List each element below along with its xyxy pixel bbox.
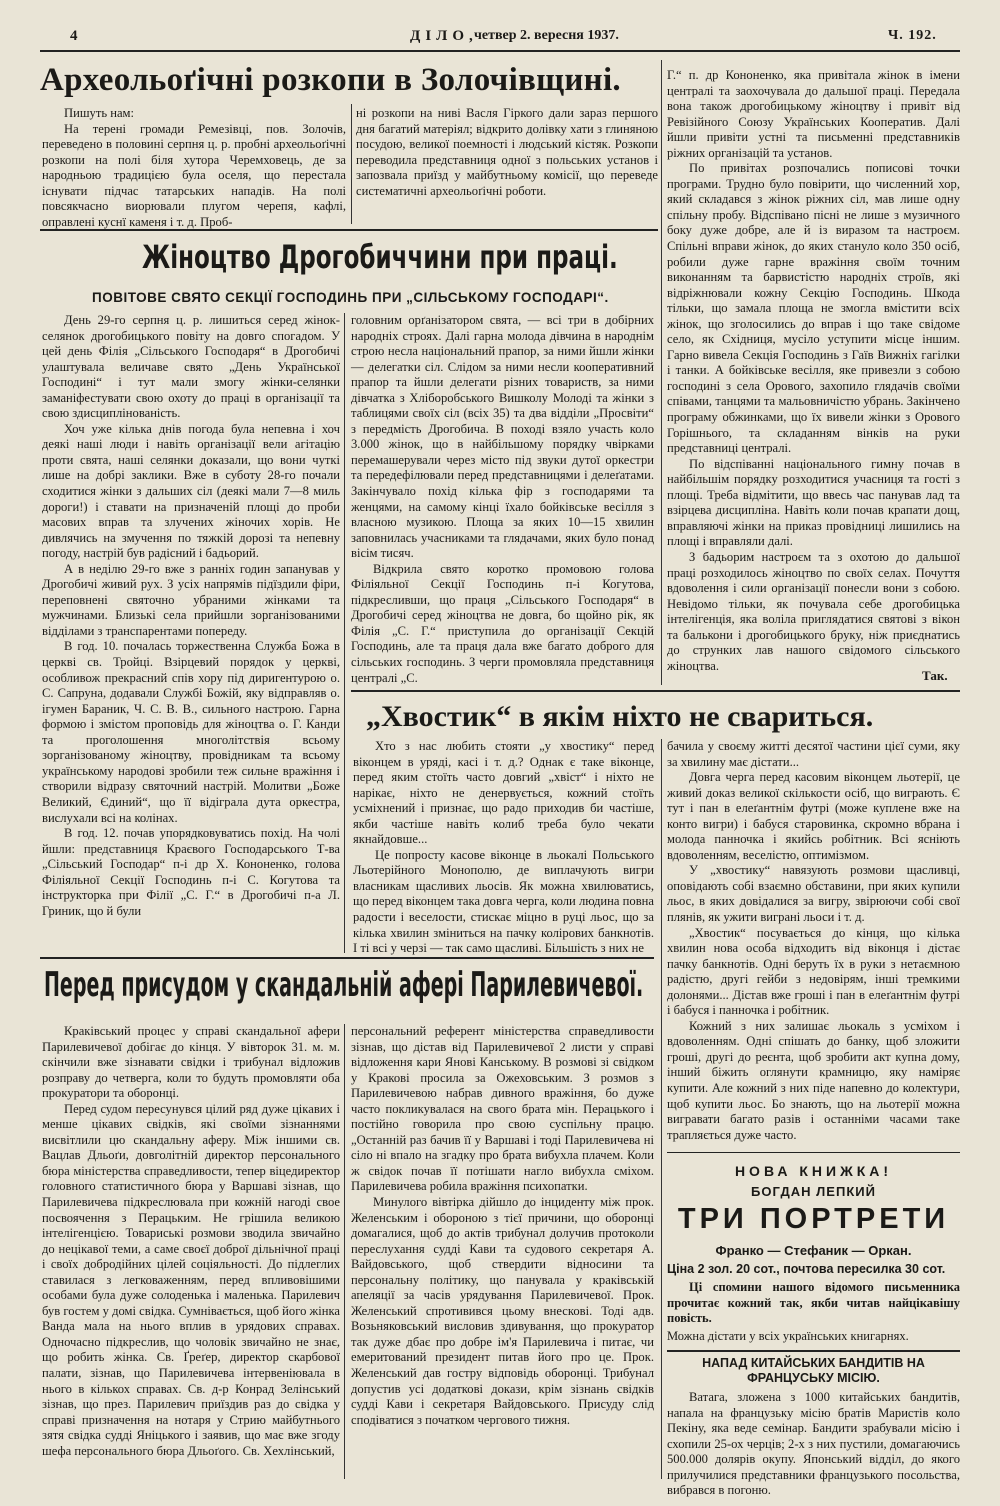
article2-bottom-rule xyxy=(351,690,960,692)
article1-text-2: ні розкопи на ниві Васля Гіркого дали зараз першого дня багатий матеріял; відкрито долівку хати з глиняною посудою, великої поемності і людський кістяк. Розкопи переводила представниця одної з польських установ і запозвала приїзд у майбутньому комісії, що переведе систематичні археольоґічні роботи. xyxy=(356,106,658,198)
article4-p4: Минулого вівтірка дійшло до інциденту між прок. Желенським і обороною з тієї причини, що оборонці домагалися, щоб до актів трибунал долучив протоколи переслухання судді Кави та судового секретаря А. Вайдовського, щоб ствердити відносини та персональну політику, що панувала у краківській апеляції за часів урядування Парилевичевої. Прок. Желенський спротивився цьому внескові. Тоді адв. Возьняковський висловив здивування, що прокуратор так дуже дбає про добре ім'я Парилевича і питає, чи емеритований президент питав його про це. Прок. Желенський дав гостру відповідь оборонці. Трибунал допустив усі додаткові докази, крім зізнань свідків судді Кави і секретаря Вайдовського. Присуду слід сподіватися з початком чергового тижня. xyxy=(351,1195,654,1427)
article2-col1 xyxy=(42,313,340,953)
article2-p5: В год. 12. почав упорядковуватись похід. На чолі йшли: представниця Краєвого Господарського Т-ва „Сільський Господар“ п-і др Х. Кононенко, голова Філіяльної Секції Господинь п-і С. Когутова та інструкторка при Філії „С. Г.“ в Дрогобичі п-а Л. Гриник, що й були xyxy=(42,826,340,918)
article2-p7: Відкрила свято коротко промовою голова Філіяльної Секції Господинь п-і Когутова, підкресливши, що праця „Сільського Господаря“ в Дрогобичі серед жіноцтва не довга, бо щойно рік, як Філія „С. Г.“ приступила до організації Секцій Господинь, але та праця дала вже багато доброго для сільських господинь. З черги промовляла представниця централі „С. xyxy=(351,561,654,685)
article2-signature: Так. xyxy=(918,668,948,684)
article1-intro: Пишуть нам: xyxy=(64,106,135,120)
ad-price: Ціна 2 зол. 20 сот., почтова пересилка 30 сот. xyxy=(667,1262,946,1276)
article3-p7: Кожний з них залишає льокаль з усміхом і вдоволенням. Одні спішать до банку, щоб зложити гроші, другі до реєнта, щоб зробити акт купна дому, інший біжить оглянути крамницю, яку наміряє купити. Але кожний з них піде напевно до колектури, щоб купити льос. Бо знають, що на льотерії можна вигравати багато разів і останніми часами таке трапляється дуже часто. xyxy=(667,1018,960,1142)
article3-p3: бачила у своєму житті десятої частини цієї суми, яку за хвилину має дістати... xyxy=(667,739,960,769)
article3-divider xyxy=(661,739,662,1479)
page-number: 4 xyxy=(70,28,79,44)
issue-number: Ч. 192. xyxy=(888,28,937,43)
article4-p3: персональний референт міністерства справедливости зізнав, що дістав від Парилевичевої 2 листи у справі відложення кари Янові Канському. В розмові зі свідком у Кракові просила за Ожеховським. З розмов з Парилевичевою набрав дивного вражіння, бо дуже часто покликувалася на свого брата мін. Перацького і постійно говорила про свою суспільну працю. „Останній раз бачив її у Варшаві і тоді Парилевичева ні сіло ні впало на згадку про брата вибухла плачем. Коли ж свідок почав її потішати нагло вибухла сміхом. Парилевичева робила вражіння психопатки. xyxy=(351,1024,654,1194)
article5-body-wrap xyxy=(667,1390,960,1498)
article2-title: Жіноцтво Дрогобиччини при праці. xyxy=(142,238,618,276)
article3-p2: Це попросту касове віконце в льокалі Польського Льотерійного Монополю, де виплачують вигри власникам щасливих льосів. Як можна хвилюватись, що перед віконцем така довга черга, коли людина повна радости і веселости, стискає міцно в руці льос, що за кілька хвилин зміниться на пачку колірових банкнотів. І ті всі у черзі — так само щасливі. Більшість з них не xyxy=(353,847,654,956)
article4-col1 xyxy=(42,1024,340,1479)
article1-col2 xyxy=(356,106,658,224)
issue-date: четвер 2. вересня 1937. xyxy=(474,28,619,43)
article3-p6: „Хвостик“ посувається до кінця, що кілька хвилин нова особа відходить від віконця і дістає пачку банкнотів. Одні беруть їх в руки з нетаємною радістю, другі гейби з недовірям, інші тремкими долонями... Дістав вже гроші і пан в елеґантнім футрі і бабуся і панночка і робітник. xyxy=(667,925,960,1018)
article2-divider-2 xyxy=(661,60,662,685)
article2-col3 xyxy=(667,68,960,682)
article2-p4: В год. 10. почалась торжественна Служба Божа в церкві св. Тройці. Взірцевий порядок у церкві, особливож прекрасний спів хору під диригентурою о. С. Сапруна, додавали Службі Божій, яку відправляв о. ігумен Бараник, Ч. С. В. В., сильного настрою. Гарна формою і змістом проповідь для жіноцтва о. Г. Канди та проголошення многолітствія всьому зорганізованому жіноцтву, провідникам та всьому українському народові зробили теж сильне вражіння і створили відразу святочний настрій. Молитви „Боже Великий, Єдиний“, що її відіграла дута оркестра, вислухали всі на колінах. xyxy=(42,639,340,825)
article2-p11: З бадьорим настроєм та з охотою до дальшої праці розходилось жіноцтво по своїх селах. Почуття вдоволення і сили організації понесли вони з собою. Невідомо тільки, як почувала себе дрогобицька інтелігенція, яка воліла приглядатися святові з вікон та балькони і дрогобицького бруку, ніж приєднатись до струнких лав нашого свідомого сільського жіноцтва. xyxy=(667,549,960,673)
article3-p1: Хто з нас любить стояти „у хвостику“ перед віконцем в уряді, касі і т. д.? Однак є таке віконце, перед яким стоїть часто довгий „хвіст“ і ніхто не нарікає, ніхто не денервується, кожний стоїть усміхнений і признає, що радо приходив би частіше, якби частіше навіть колиб треба було чекати якнайдовше... xyxy=(353,739,654,847)
ad-top-rule xyxy=(667,1152,960,1153)
article1-divider xyxy=(351,104,352,224)
article3-col1 xyxy=(353,739,654,956)
masthead: ДІЛО, xyxy=(410,28,478,44)
ad-author: БОГДАН ЛЕПКИЙ xyxy=(751,1184,876,1199)
article2-p2: Хоч уже кілька днів погода була непевна і хоч деякі наші люди і навіть організації вели агітацію проти свята, наші селянки доказали, що вони чуткі лише на добрі заклики. Вже в суботу 28-го почали сходитися жінки з дальших сіл (деякі мали 7—8 миль дороги!) і ставати на призначеній площі до проби масових вправ та злучених жіночих хорів. Не дивлячись на змучення по тяжкій дорозі та непевну погоду, настрій був радісний і бадьорий. xyxy=(42,421,340,561)
article3-title: „Хвостик“ в якім ніхто не свариться. xyxy=(366,700,874,733)
article2-subtitle: ПОВІТОВЕ СВЯТО СЕКЦІЇ ГОСПОДИНЬ ПРИ „СІЛЬСЬКОМУ ГОСПОДАРІ“. xyxy=(92,290,609,305)
article1-text-1: На терені громади Ремезівці, пов. Золочів, переведено в половині серпня ц. р. пробні археольоґічні розкопи на полі біля хутора Черемховець, де за народньою традицією була оселя, що перестала існувати підчас татарських нападів. На полі повсякчасно виорювали плугом черепя, кафлі, оправлені куснї каменя і т. д. Проб- xyxy=(42,121,346,229)
article3-bottom-rule xyxy=(40,957,654,959)
article3-p5: У „хвостику“ навязують розмови щасливці, оповідають собі взаємно обставини, при яких купили льос, в яких довідалися за вигру, звірюючи собі свої плянів, як ужити виграні льоси і т. д. xyxy=(667,863,960,925)
article2-p1: День 29-го серпня ц. р. лишиться серед жінок-селянок дрогобицького повіту на довго спогадом. У цей день Філія „Сільського Господаря“ в Дрогобичі улаштувала величаве свято „День Української Господині“ і тут мали змогу жінки-селянки заманіфестувати свою охоту до праці в організації та свою здисциплінованість. xyxy=(42,313,340,421)
ad-bottom-rule xyxy=(667,1350,960,1352)
article4-title: Перед присудом у скандальній афері Парилевичевої. xyxy=(44,965,644,1005)
article4-p2: Перед судом пересунувся цілий ряд дуже цікавих і менше цікавих свідків, які своїми зізнаннями висвітлили цю скандальну аферу. Між іншими св. Вацлав Дльоґи, довголітній директор персонального бюра міністерства справедливости, тепер віцедиректор головного статистичного бюра у Варшаві зізнав, що Парилевичева підкреслювала при кожній нагоді свое посвоячення з Перацьким. Не грішила великою інтелігенцією. Товариські розмови зводила звичайно до нецікавої теми, а саме своєї доброї дільнічної праці і своїх добродійних цілей соціяльності. До підлеглих ставилася з легковаженням, перед впливовішими особами була дуже солоденька і маленька. Парилевич був гостем у домі свідка. Сумнівається, щоб його жінка Ванда мала на нього вплив в урядових справах. Одночасно підкреслив, що чоловік звичайно не знає, що робить жінка. Св. Ґреґер, директор скарбової палати, зізнав, що Парилевичева інтервеніювала в нього в кількох справах. Св. д-р Конрад Зелінський зізнав, що през. Парилевич приїздив раз до свідка у справі призначення на нотаря у Стрию майбутнього зятя свідка судді Яніцького і заявив, що має вже згоду шефа персонального бюра Дльоґого. Св. Хехлінський, xyxy=(42,1101,340,1458)
article2-p3: А в неділю 29-го вже з ранніх годин запанував у Дрогобичі живий рух. З усіх напрямів підїздили фіри, переповнені святочно убраними жінками та мужчинами. Близькі села прийшли зорганізованими відділами з транспарентами попереду. xyxy=(42,561,340,638)
article3-p4: Довга черга перед касовим віконцем льотерії, це живий доказ великої скількости осіб, що виграють. Є тут і пан в елеґантнім футрі (може куплене вже на конто вигри) і бабуся старовинка, скромно вбрана і молода панночка і якийсь робітник. Всі ясніють вдоволенням, веселістю, оптимізмом. xyxy=(667,770,960,862)
ad-where: Можна дістати у всіх українських книгарнях. xyxy=(667,1329,909,1343)
ad-description: Ці спомини нашого відомого письменника прочитає кожний так, якби читав найцікавішу повість. xyxy=(667,1280,960,1325)
ad-book-names: Франко — Стефаник — Оркан. xyxy=(715,1243,912,1258)
article1-bottom-rule xyxy=(40,229,658,231)
article3-col2 xyxy=(667,739,960,1147)
article4-divider xyxy=(344,1024,345,1479)
article5-body: Ватага, зложена з 1000 китайських бандитів, напала на французьку місію братів Маристів коло Пекіну, яка веде семінар. Бандити зрабували місію і схопили 25-ох черців; 2-х з них пустили, домагаючись 500.000 долярів окупу. Японський відділ, до якого прилучилися представники французького посольства, вибрався в погоню. xyxy=(667,1390,960,1498)
article2-col2 xyxy=(351,313,654,685)
article2-divider-1 xyxy=(344,313,345,953)
article1-title: Археольоґічні розкопи в Золочівщині. xyxy=(40,62,621,98)
ad-book-title: ТРИ ПОРТРЕТИ xyxy=(677,1203,950,1235)
article4-p1: Краківський процес у справі скандальної афери Парилевичевої добігає до кінця. У вівторок 31. м. м. скінчили вже зізнавати свідки і трибунал відложив розправу до четверга, коли то будуть промовляти оба прокуратори та оборонці. xyxy=(42,1024,340,1101)
article4-col2 xyxy=(351,1024,654,1479)
header-rule xyxy=(40,50,960,52)
article2-p8: Г.“ п. др Кононенко, яка привітала жінок в імени централі та заохочувала до дальшої праці. Передала вона також дрогобицькому жіноцтву і привіт від Ревізійного Союзу Українських Кооператив. Далі йшли привіти устні та письменні представників ріжних організацій та установ. xyxy=(667,68,960,160)
ad-new-book: НОВА КНИЖКА! xyxy=(734,1163,893,1179)
article2-p6: головним орґанізатором свята, — всі три в добірних народніх строях. Далі гарна молода дівчина в народнім строю несла національний прапор, за ними йшли жінки — делегатки сіл. Слідом за ними несли кооперативний прапор та йшли делегати різних товариств, за ними дівчатка з Хліборобського Вишколу Молоді та жінки з таблицями своїх сіл (всіх 35) та два відділи „Просвіти“ з передмість Дрогобича. В поході взяло участь коло 3.000 жінок, що в найбільшому порядку чвірками перемашерували через місто під звуки дутої оркестри та передефілювали перед представницями і делеґатами. Закінчувало похід кілька фір з господарями та женцями, на самому кінці їхало бойківське весілля з власною музикою. Площа за яких 10—15 хвилин заповнилась учасниками та глядачами, яких було понад вісім тисяч. xyxy=(351,313,654,561)
article2-p9: По привітах розпочались пописові точки програми. Трудно було повірити, що численний хор, який складався з жінок ріжних сіл, мав лише одну спільну пробу. Відспівано пісні не лише з музичного боку дуже добре, але й із виразом та настроєм. Спільні вправи жінок, до яких стануло коло 350 осіб, робили дуже гарне вражіння своїм точним виконанням та барвистістю народніх строїв, які відріжнювали кожну Секцію Господинь. Шкода тільки, що замала площа не змогла вмістити всіх жінок, що зголосились до вправ і що таке свідоме село, як Східниця, мусіло уступити місце іншим. Гарно вивела Секція Господинь з Гаїв Вижніх гагілки і танки. А бойківське весілля, яке привезли з собою господині з села Орового, захопило глядачів своїми співами, танцями та мальовничістю убрань. Закінчено програму обжинками, що їх вивели жінки з Орового Горішнього, та складанням вінків на руки представниці централі. xyxy=(667,161,960,456)
article5-title: НАПАД КИТАЙСЬКИХ БАНДИТІВ НА ФРАНЦУСЬКУ МІСІЮ. xyxy=(702,1356,925,1385)
article2-p10: По відспіванні національного гимну почав в найбільшім порядку розходитися учасниця та гості з площі. Треба відмітити, що ввесь час панував лад та взірцева дисципліна. Навіть коли почав крапати дощ, вправляючі жінки на приказ провідниці лишились на площі і вправляли далі. xyxy=(667,456,960,549)
article1-col1 xyxy=(42,106,346,229)
